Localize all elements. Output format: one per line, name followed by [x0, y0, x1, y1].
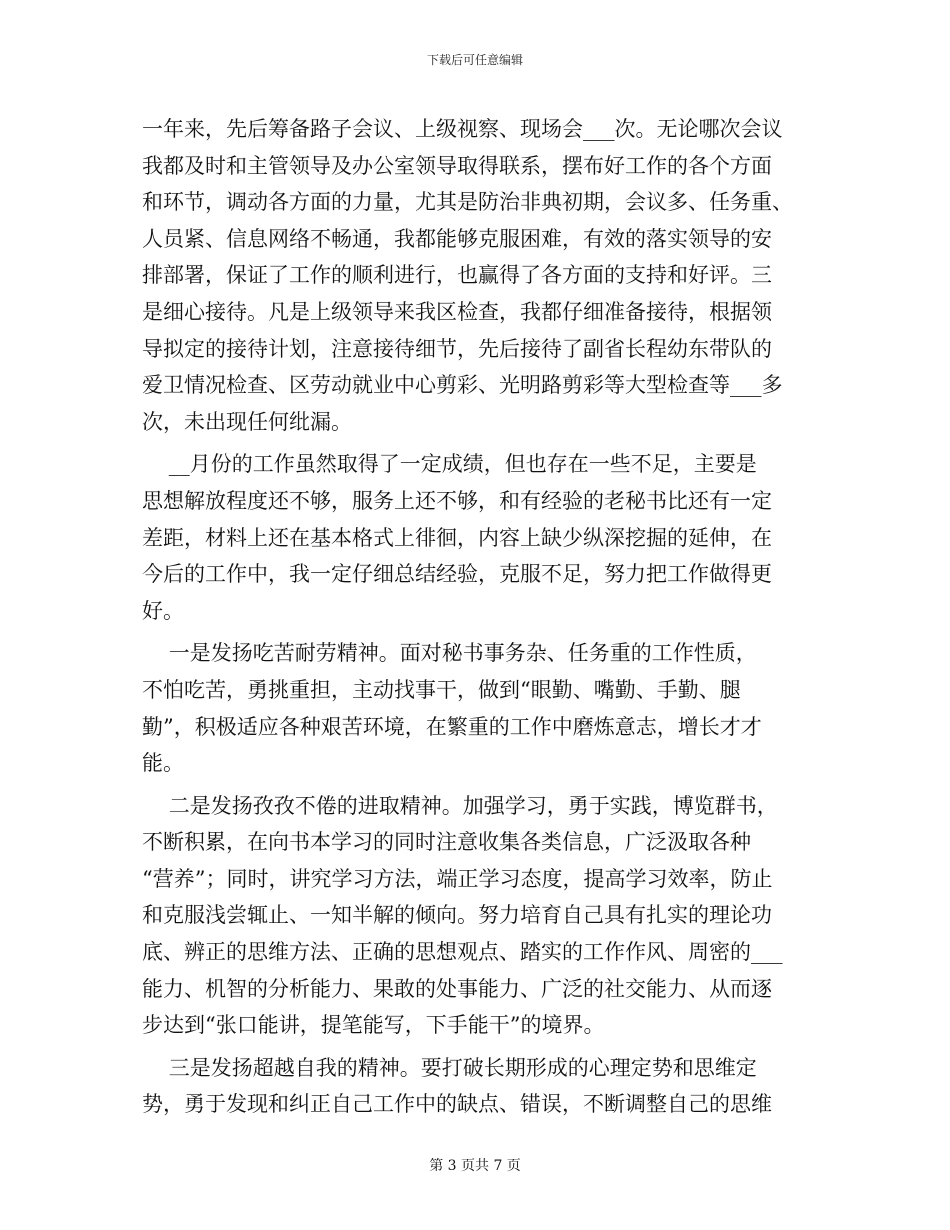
text-line: 排部署，保证了工作的顺利进行，也赢得了各方面的支持和好评。三 [142, 263, 772, 288]
text-line: 三是发扬超越自我的精神。要打破长期形成的心理定势和思维定 [142, 1055, 757, 1080]
paragraph-3 [142, 635, 812, 781]
page-number-footer: 第 3 页共 7 页 [429, 1158, 521, 1174]
text-line: 不怕吃苦，勇挑重担，主动找事干，做到“眼勤、嘴勤、手勤、腿 [142, 677, 741, 702]
text-line: 二是发扬孜孜不倦的进取精神。加强学习，勇于实践，博览群书， [142, 793, 778, 818]
text-line: 差距，材料上还在基本格式上徘徊，内容上缺少纵深挖掘的延伸，在 [142, 525, 772, 550]
text-line: 今后的工作中，我一定仔细总结经验，克服不足，努力把工作做得更 [142, 562, 772, 587]
document-body [142, 111, 812, 1123]
text-line: 勤”，积极适应各种艰苦环境，在繁重的工作中磨炼意志，增长才才 [142, 714, 762, 739]
text-line: 一是发扬吃苦耐劳精神。面对秘书事务杂、任务重的工作性质， [142, 641, 757, 666]
text-line: 我都及时和主管领导及办公室领导取得联系，摆布好工作的各个方面 [142, 153, 772, 178]
paragraph-4 [142, 788, 812, 1044]
text-line: 不断积累，在向书本学习的同时注意收集各类信息，广泛汲取各种 [142, 830, 751, 855]
paragraph-5 [142, 1050, 812, 1123]
text-line: 底、辨正的思维方法、正确的思想观点、踏实的工作作风、周密的___ [142, 940, 783, 965]
text-line: 和环节，调动各方面的力量，尤其是防治非典初期，会议多、任务重、 [142, 190, 793, 215]
text-line: 导拟定的接待计划，注意接待细节，先后接待了副省长程幼东带队的 [142, 336, 772, 361]
page-header: 下载后可任意编辑 [426, 53, 523, 67]
text-line: 好。 [142, 598, 184, 623]
text-line: 次，未出现任何纰漏。 [142, 409, 352, 434]
text-line: 一年来，先后筹备路子会议、上级视察、现场会___次。无论哪次会议 [142, 117, 783, 141]
paragraph-2 [142, 446, 812, 629]
paragraph-1 [142, 111, 812, 440]
text-line: 爱卫情况检查、区劳动就业中心剪彩、光明路剪彩等大型检查等___多 [142, 373, 783, 398]
text-line: 思想解放程度还不够，服务上还不够，和有经验的老秘书比还有一定 [142, 488, 772, 513]
text-line: 人员紧、信息网络不畅通，我都能够克服困难，有效的落实领导的安 [142, 226, 772, 251]
text-line: 是细心接待。凡是上级领导来我区检查，我都仔细准备接待，根据领 [142, 299, 772, 324]
text-line: 能。 [142, 751, 184, 776]
text-line: 势，勇于发现和纠正自己工作中的缺点、错误，不断调整自己的思维 [142, 1092, 772, 1117]
text-line: 能力、机智的分析能力、果敢的处事能力、广泛的社交能力、从而逐 [142, 976, 772, 1001]
text-line: __月份的工作虽然取得了一定成绩，但也存在一些不足，主要是 [142, 452, 757, 477]
text-line: 和克服浅尝辄止、一知半解的倾向。努力培育自己具有扎实的理论功 [142, 903, 772, 928]
text-line: “营养”；同时，讲究学习方法，端正学习态度，提高学习效率，防止 [142, 866, 773, 891]
text-line: 步达到“张口能讲，提笔能写，下手能干”的境界。 [142, 1013, 605, 1038]
